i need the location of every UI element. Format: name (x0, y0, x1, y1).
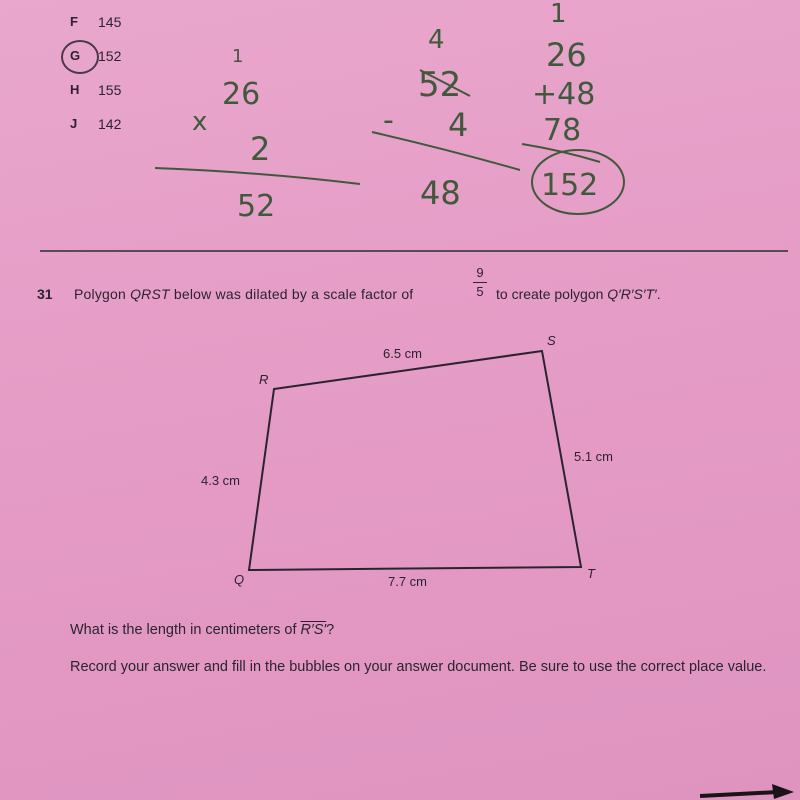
hw-right-carry: 1 (550, 0, 567, 29)
side-label-st: 5.1 cm (574, 449, 614, 464)
choice-value: 155 (98, 82, 122, 98)
question-text-end: . (656, 286, 661, 302)
hw-mid-carry: 4 (428, 25, 445, 55)
side-label-rs: 6.5 cm (383, 346, 423, 361)
vertex-r: R (259, 372, 269, 387)
vertex-q: Q (234, 572, 245, 587)
question-text-b: below was dilated by a scale factor of (169, 286, 414, 302)
next-page-arrow-icon (700, 780, 795, 800)
hw-mid-result: 48 (420, 174, 461, 212)
hw-right-sum: 78 (543, 113, 582, 148)
hw-left-result: 52 (237, 189, 276, 224)
hw-mid-op: - (383, 103, 394, 138)
fraction-denominator: 5 (476, 284, 484, 299)
choice-letter: F (70, 14, 78, 29)
segment-name: R′S′ (300, 622, 327, 638)
hw-right-top: 26 (546, 36, 587, 74)
hw-left-top: 26 (222, 77, 261, 112)
polygon-name: QRST (130, 286, 170, 302)
vertex-s: S (547, 333, 556, 348)
prompt-end: ? (326, 622, 335, 638)
fraction-numerator: 9 (476, 265, 484, 280)
side-label-qr: 4.3 cm (201, 473, 241, 488)
question-prompt (70, 622, 334, 638)
choice-value: 145 (98, 14, 122, 30)
side-label-qt: 7.7 cm (388, 574, 428, 589)
prompt-text: What is the length in centimeters of (70, 622, 301, 638)
hw-right-add: +48 (532, 77, 596, 112)
hw-left-op: x (192, 107, 208, 137)
polygon-qrst (249, 351, 581, 570)
hw-mid-top: 52 (418, 65, 462, 105)
vertex-t: T (587, 566, 595, 581)
question-number: 31 (37, 286, 53, 302)
image-polygon-name: Q′R′S′T′ (607, 286, 657, 302)
choice-letter: J (70, 116, 78, 131)
question-text-a: Polygon (74, 286, 131, 302)
choice-letter: H (70, 82, 80, 97)
question-text-after: to create polygon (496, 286, 608, 302)
hw-mid-sub: 4 (448, 106, 469, 144)
hw-right-result: 152 (541, 168, 599, 203)
hw-left-carry: 1 (232, 46, 244, 67)
instructions: Record your answer and fill in the bubbles on your answer document. Be sure to use the correct place value. (70, 659, 767, 675)
hw-left-mult: 2 (250, 130, 271, 168)
choice-value: 152 (98, 48, 122, 64)
choice-value: 142 (98, 116, 122, 132)
choice-letter: G (70, 48, 81, 63)
